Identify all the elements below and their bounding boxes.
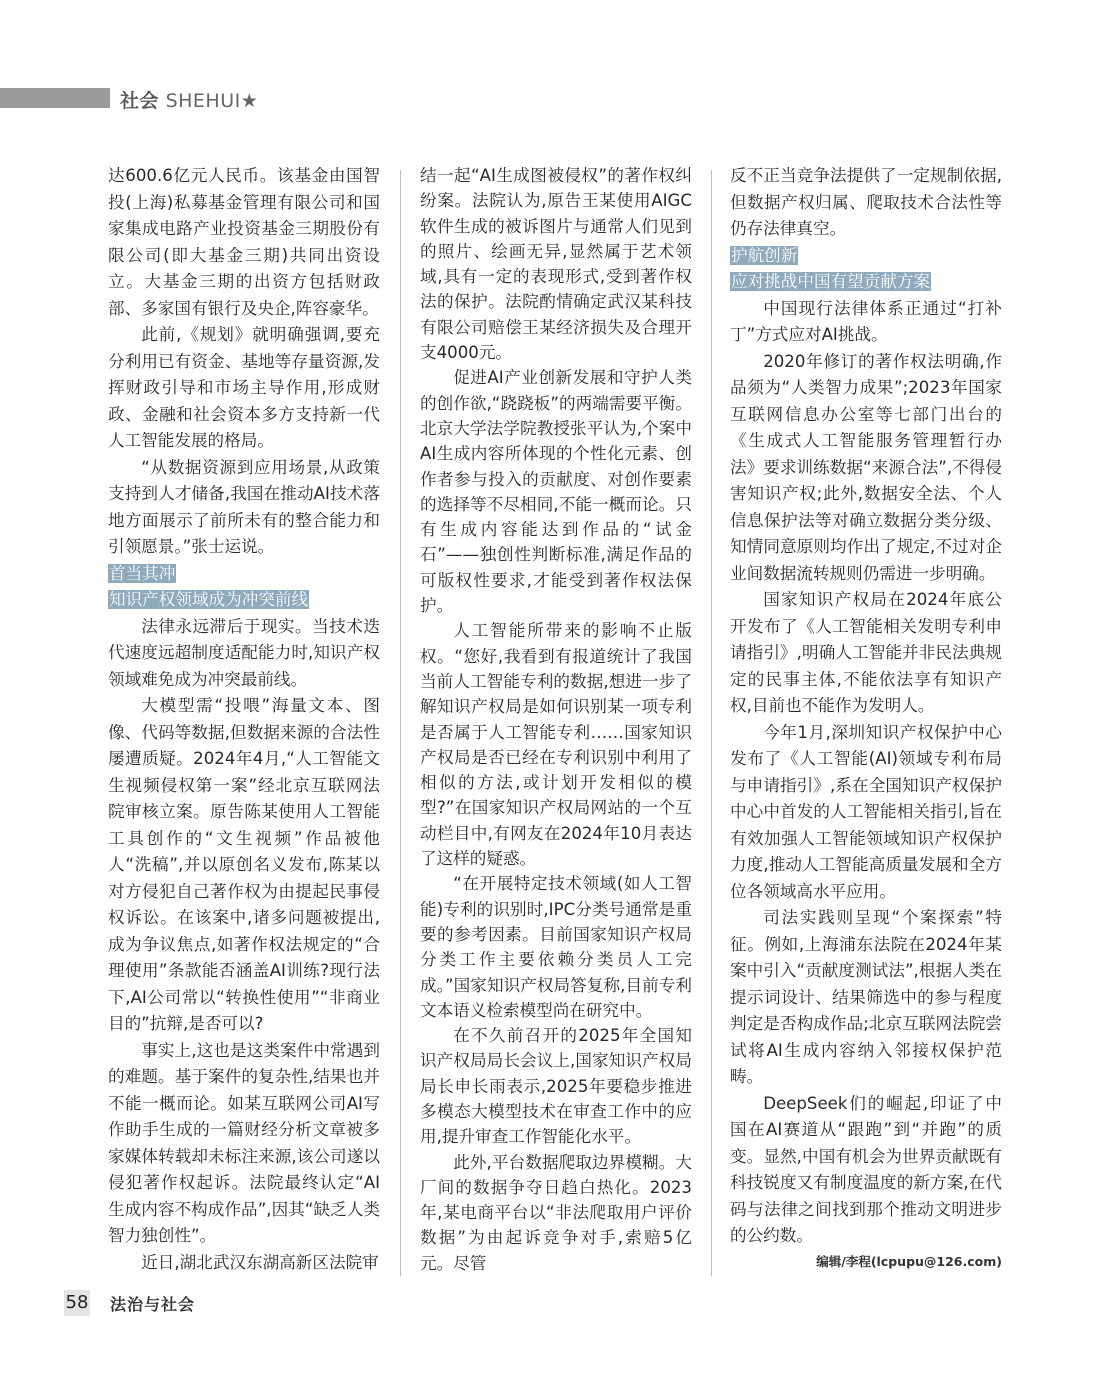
section-heading xyxy=(730,243,1002,270)
paragraph: 事实上,这也是这类案件中常遇到的难题。基于案件的复杂性,结果也并不能一概而论。如某互联网公司AI写作助手生成的一篇财经分析文章被多家媒体转载却未标注来源,该公司遂以侵犯著作权起诉。法院最终认定“AI生成内容不构成作品”,因其“缺乏人类智力独创性”。 xyxy=(108,1040,380,1245)
column-divider xyxy=(400,170,401,1276)
paragraph: 人工智能所带来的影响不止版权。“您好,我看到有报道统计了我国当前人工智能专利的数据,想进一步了解知识产权局是如何识别某一项专利是否属于人工智能专利……国家知识产权局是否已经在专利识别中利用了相似的方法,或计划开发相似的模型?”在国家知识产权局网站的一个互动栏目中,有网友在2024年10月表达了这样的疑惑。 xyxy=(420,621,692,869)
paragraph: 大模型需“投喂”海量文本、图像、代码等数据,但数据来源的合法性屡遭质疑。2024年4月,“人工智能文生视频侵权第一案”经北京互联网法院审核立案。原告陈某使用人工智能工具创作的“文生视频”作品被他人“洗稿”,并以原创名义发布,陈某以对方侵犯自己著作权为由提起民事侵权诉讼。在该案中,诸多问题被提出,成为争议焦点,如著作权法规定的“合理使用”条款能否涵盖AI训练?现行法下,AI公司常以“转换性使用”“非商业目的”抗辩,是否可以? xyxy=(108,696,380,1033)
paragraph: 此前,《规划》就明确强调,要充分利用已有资金、基地等存量资源,发挥财政引导和市场主导作用,形成财政、金融和社会资本多方支持新一代人工智能发展的格局。 xyxy=(108,325,380,450)
publication-name: 法治与社会 xyxy=(110,1295,196,1314)
column-divider xyxy=(711,170,712,1276)
section-heading xyxy=(108,587,380,614)
paragraph: 结一起“AI生成图被侵权”的著作权纠纷案。法院认为,原告王某使用AIGC软件生成的被诉图片与通常人们见到的照片、绘画无异,显然属于艺术领域,具有一定的表现形式,受到著作权法的保护。法院酌情确定武汉某科技有限公司赔偿王某经济损失及合理开支4000元。 xyxy=(420,166,692,363)
section-heading xyxy=(730,269,1002,296)
section-name-en: SHEHUI xyxy=(165,90,241,112)
page-number: 58 xyxy=(64,1290,90,1316)
paragraph: 2020年修订的著作权法明确,作品须为“人类智力成果”;2023年国家互联网信息办公室等七部门出台的《生成式人工智能服务管理暂行办法》要求训练数据“来源合法”,不得侵害知识产权;此外,数据安全法、个人信息保护法等对确立数据分类分级、知情同意原则均作出了规定,不过对企业间数据流转规则仍需进一步明确。 xyxy=(730,351,1002,583)
paragraph: 法律永远滞后于现实。当技术迭代速度远超制度适配能力时,知识产权领域难免成为冲突最前线。 xyxy=(108,616,380,689)
paragraph: 中国现行法律体系正通过“打补丁”方式应对AI挑战。 xyxy=(730,298,1002,344)
section-header-bar xyxy=(0,88,110,108)
paragraph: 促进AI产业创新发展和守护人类的创作欲,“跷跷板”的两端需要平衡。北京大学法学院教授张平认为,个案中AI生成内容所体现的个性化元素、创作者参与投入的贡献度、对创作要素的选择等不尽相同,不能一概而论。只有生成内容能达到作品的“试金石”——独创性判断标准,满足作品的可版权性要求,才能受到著作权法保护。 xyxy=(420,368,692,616)
paragraph: 国家知识产权局在2024年底公开发布了《人工智能相关发明专利申请指引》,明确人工智能并非民法典规定的民事主体,不能依法享有知识产权,目前也不能作为发明人。 xyxy=(730,590,1002,715)
paragraph: 此外,平台数据爬取边界模糊。大厂间的数据争夺日趋白热化。2023年,某电商平台以“非法爬取用户评价数据”为由起诉竞争对手,索赔5亿元。尽管 xyxy=(420,1152,692,1273)
section-heading-text: 护航创新 xyxy=(731,245,798,265)
paragraph: “在开展特定技术领域(如人工智能)专利的识别时,IPC分类号通常是重要的参考因素。目前国家知识产权局分类工作主要依赖分类员人工完成。”国家知识产权局答复称,目前专利文本语义检索模型尚在研究中。 xyxy=(420,874,692,1020)
paragraph: 司法实践则呈现“个案探索”特征。例如,上海浦东法院在2024年某案中引入“贡献度测试法”,根据人类在提示词设计、结果筛选中的参与程度判定是否构成作品;北京互联网法院尝试将AI生成内容纳入邻接权保护范畴。 xyxy=(730,908,1002,1086)
paragraph: “从数据资源到应用场景,从政策支持到人才储备,我国在推动AI技术落地方面展示了前所未有的整合能力和引领愿景。”张士运说。 xyxy=(108,457,380,556)
paragraph: DeepSeek们的崛起,印证了中国在AI赛道从“跟跑”到“并跑”的质变。显然,中国有机会为世界贡献既有科技锐度又有制度温度的新方案,在代码与法律之间找到那个推动文明进步的公约数。 xyxy=(730,1093,1002,1245)
paragraph: 在不久前召开的2025年全国知识产权局局长会议上,国家知识产权局局长申长雨表示,2025年要稳步推进多模态大模型技术在审查工作中的应用,提升审查工作智能化水平。 xyxy=(420,1026,692,1147)
paragraph: 反不正当竞争法提供了一定规制依据,但数据产权归属、爬取技术合法性等仍存法律真空。 xyxy=(730,166,1002,238)
section-header xyxy=(120,86,258,113)
section-heading-text: 首当其冲 xyxy=(109,563,176,583)
section-heading xyxy=(108,561,380,588)
section-heading-text: 应对挑战中国有望贡献方案 xyxy=(731,272,931,291)
paragraph: 近日,湖北武汉东湖高新区法院审 xyxy=(141,1252,379,1272)
page-footer xyxy=(64,1290,464,1318)
section-heading-text: 知识产权领域成为冲突前线 xyxy=(109,590,309,609)
section-name-cn: 社会 xyxy=(120,90,160,112)
article-column-3 xyxy=(730,163,1002,1274)
article-column-2 xyxy=(420,163,692,1276)
editor-credit: 编辑/李程(lcpupu@126.com) xyxy=(816,1253,1002,1269)
article-column-1 xyxy=(108,163,380,1276)
star-icon: ★ xyxy=(240,90,259,112)
paragraph: 达600.6亿元人民币。该基金由国智投(上海)私募基金管理有限公司和国家集成电路产业投资基金三期股份有限公司(即大基金三期)共同出资设立。大基金三期的出资方包括财政部、多家国有银行及央企,阵容豪华。 xyxy=(108,166,380,318)
paragraph: 今年1月,深圳知识产权保护中心发布了《人工智能(AI)领域专利布局与申请指引》,系在全国知识产权保护中心中首发的人工智能相关指引,旨在有效加强人工智能领域知识产权保护力度,推动人工智能高质量发展和全方位各领域高水平应用。 xyxy=(730,722,1002,901)
